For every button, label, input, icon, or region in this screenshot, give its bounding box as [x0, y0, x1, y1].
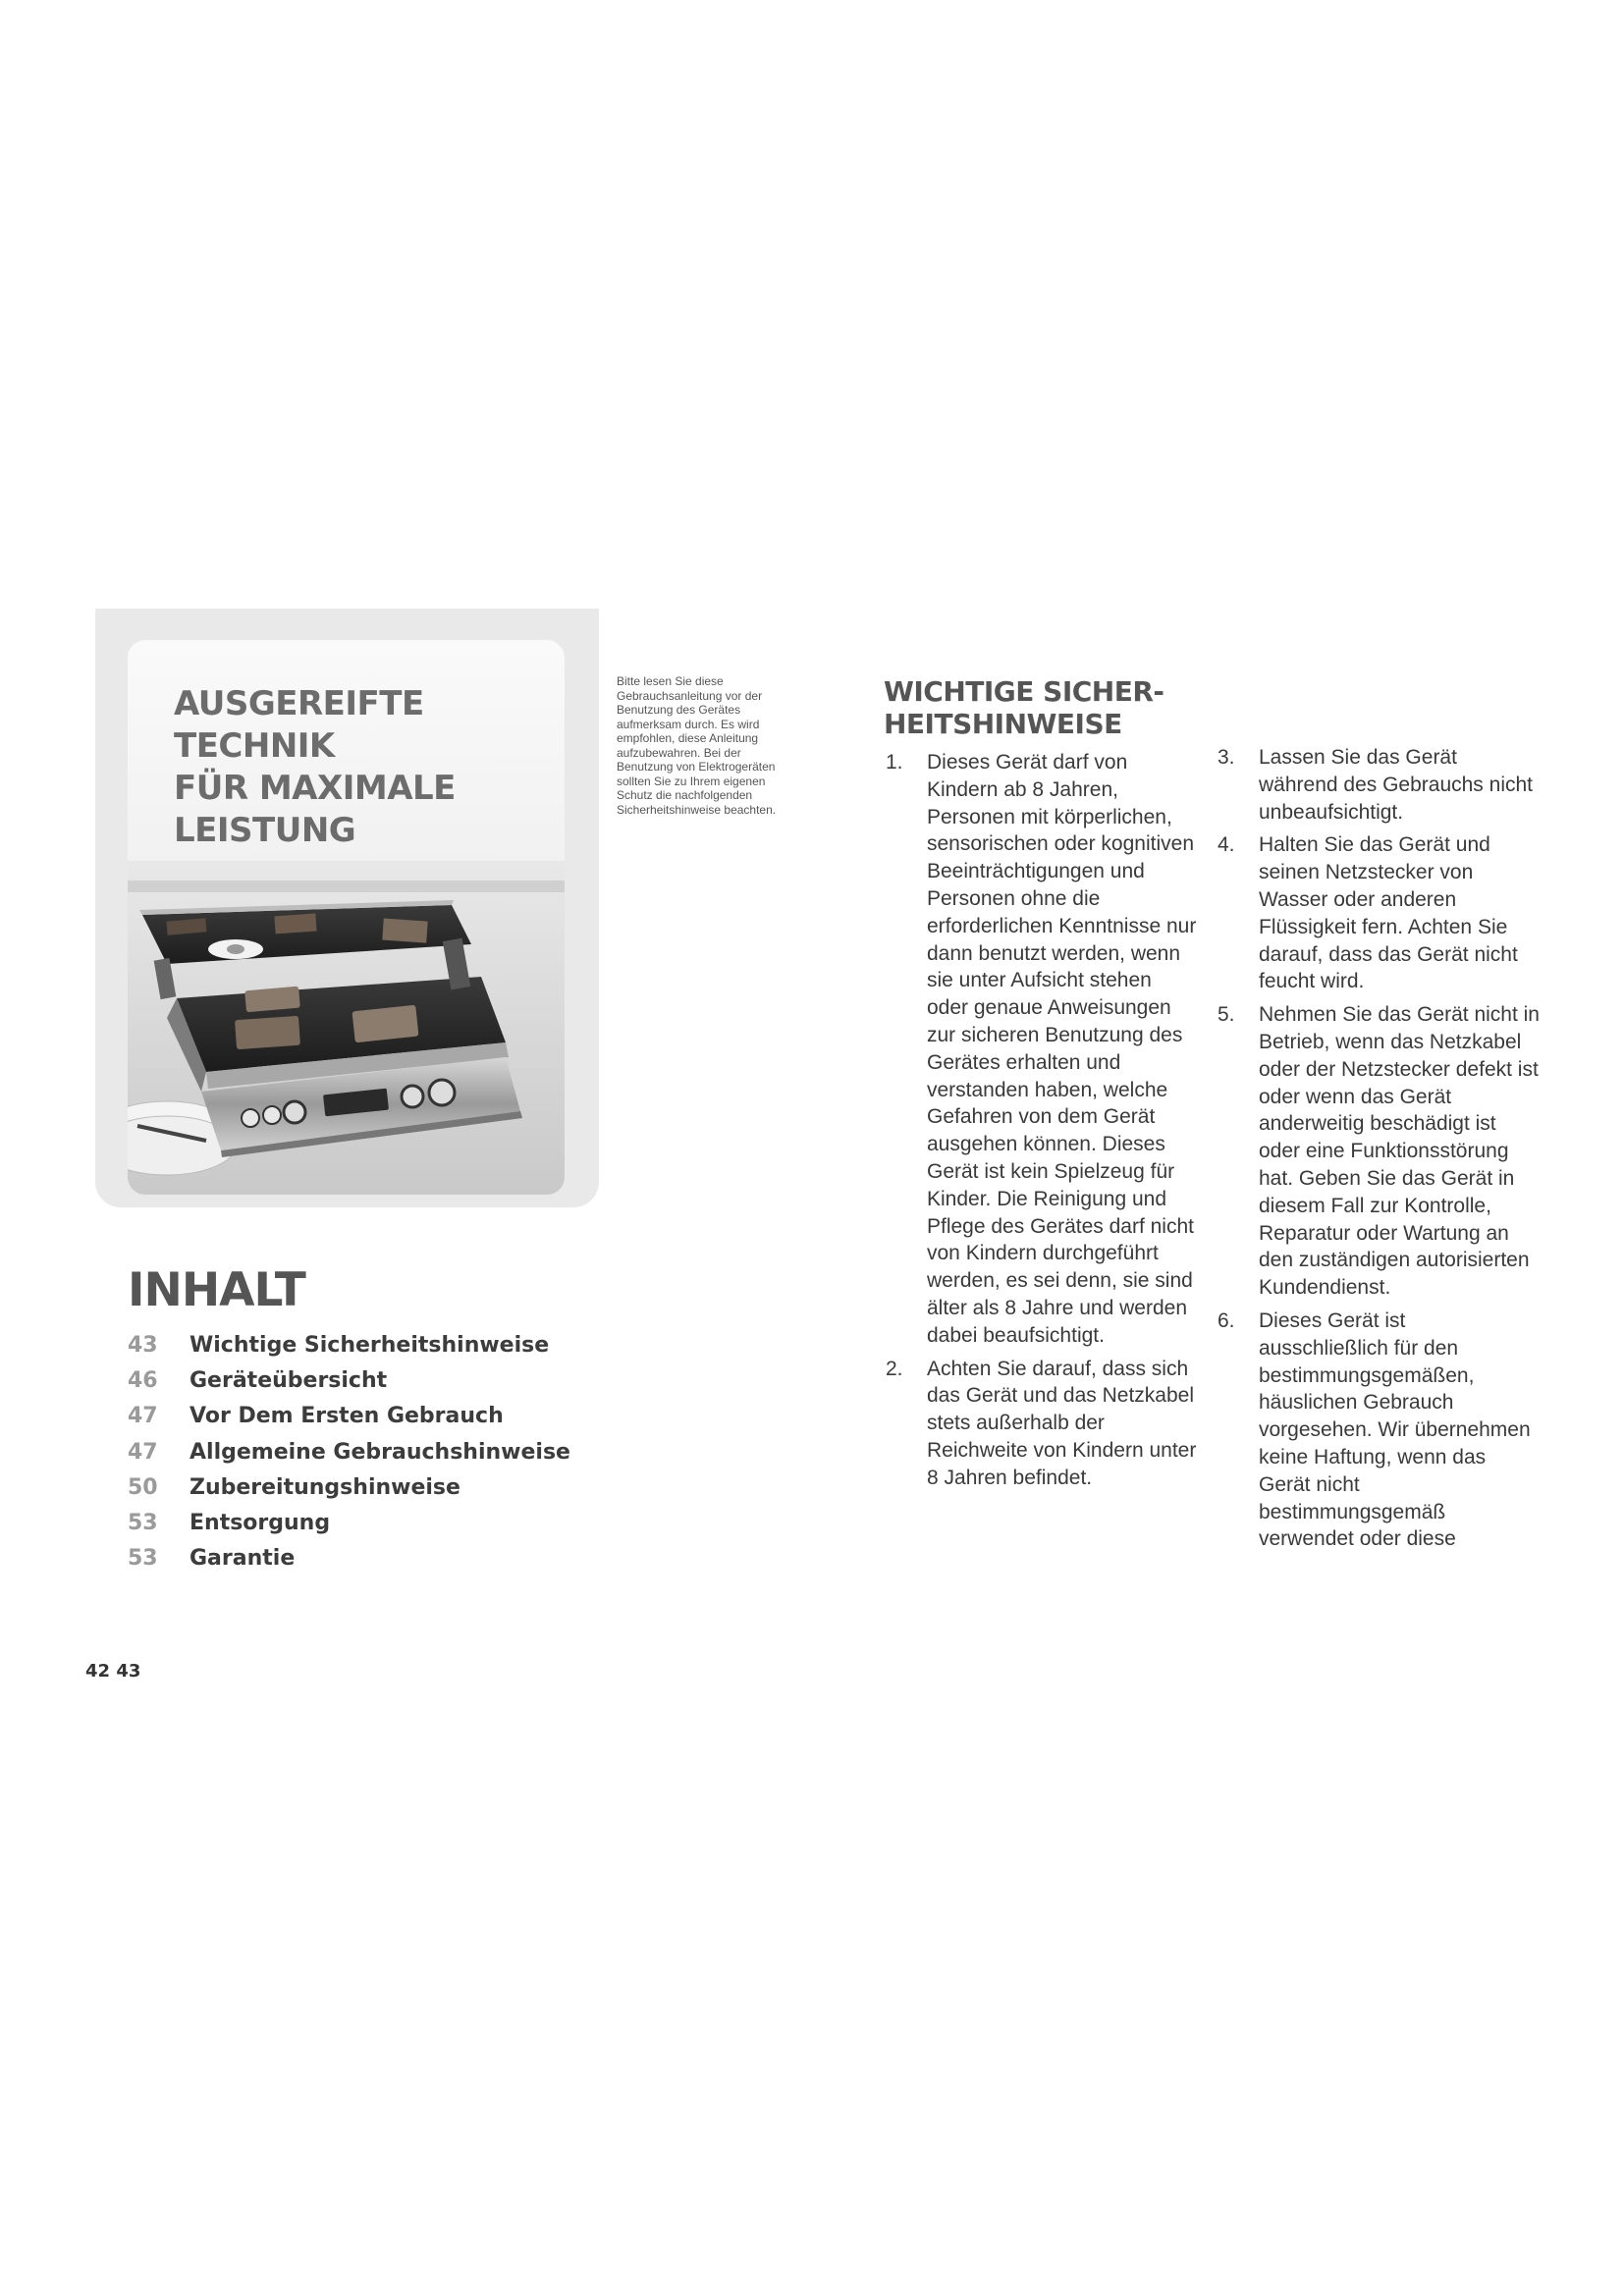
page-numbers: 42 43	[85, 1661, 141, 1682]
safety-column-right	[1216, 744, 1540, 1559]
safety-heading-line: WICHTIGE SICHER-	[884, 675, 1164, 708]
safety-item	[884, 1356, 1198, 1492]
safety-item-text: Dieses Gerät darf von Kindern ab 8 Jahren, Personen mit körperlichen, sensorischen oder kognitiven Beeinträchtigungen und Personen ohne die erforderlichen Kenntnisse nur dann benutzt werden, wenn sie unter Aufsicht stehen oder genaue Anweisungen zur sicheren Benutzung des Gerätes erhalten und verstanden haben, welche Gefahren von dem Gerät ausgehen können. Dieses Gerät ist kein Spielzeug für Kinder. Die Reinigung und Pflege des Gerätes darf nicht von Kindern durchgeführt werden, es sei denn, sie sind älter als 8 Jahre und werden dabei beaufsichtigt.	[927, 751, 1197, 1347]
toc-page-number: 47	[128, 1439, 158, 1465]
toc-page-number: 53	[128, 1546, 158, 1572]
safety-item-text: Achten Sie darauf, dass sich das Gerät und das Netzkabel stets außerhalb der Reichweite von Kindern unter 8 Jahren befindet.	[927, 1357, 1197, 1489]
toc-entry-label: Garantie	[189, 1546, 296, 1572]
safety-heading	[884, 675, 1178, 740]
safety-item-number: 3.	[1218, 746, 1235, 769]
hero-title-line: LEISTUNG	[174, 811, 356, 850]
safety-item	[1216, 831, 1540, 995]
safety-item-text: Halten Sie das Gerät und seinen Netzstecker von Wasser oder anderen Flüssigkeit fern. Achten Sie darauf, dass das Gerät nicht feucht wird.	[1259, 833, 1518, 993]
hero-title-line: AUSGEREIFTE TECHNIK	[174, 684, 424, 766]
safety-item	[1216, 1308, 1540, 1553]
toc-entry-label: Entsorgung	[189, 1511, 331, 1536]
safety-item-number: 2.	[886, 1357, 903, 1380]
toc-entry-label: Vor Dem Ersten Gebrauch	[189, 1404, 504, 1429]
safety-item	[884, 749, 1198, 1350]
toc-page-number: 46	[128, 1367, 158, 1393]
toc-entry[interactable]	[128, 1505, 619, 1540]
safety-item	[1216, 744, 1540, 826]
toc-entry[interactable]	[128, 1362, 619, 1398]
safety-item-number: 4.	[1218, 833, 1235, 857]
toc-page-number: 53	[128, 1511, 158, 1536]
toc-list	[128, 1327, 619, 1576]
hero-title-line: FÜR MAXIMALE	[174, 769, 456, 808]
hero-card	[128, 640, 565, 1195]
safety-item-text: Dieses Gerät ist ausschließlich für den bestimmungsgemäßen, häuslichen Gebrauch vorgesehen. Wir übernehmen keine Haftung, wenn das Gerät nicht bestimmungsgemäß verwendet oder diese	[1259, 1308, 1531, 1551]
safety-item-number: 6.	[1218, 1308, 1235, 1332]
safety-item-text: Lassen Sie das Gerät während des Gebrauchs nicht unbeaufsichtigt.	[1259, 746, 1533, 824]
toc-entry[interactable]	[128, 1399, 619, 1434]
safety-heading-line: HEITSHINWEISE	[884, 708, 1122, 740]
toc-entry[interactable]	[128, 1469, 619, 1505]
toc-page-number: 47	[128, 1404, 158, 1429]
toc-page-number: 43	[128, 1332, 158, 1358]
safety-item	[1216, 1001, 1540, 1302]
safety-item-text: Nehmen Sie das Gerät nicht in Betrieb, wenn das Netzkabel oder der Netzstecker defekt ist oder wenn das Gerät anderweitig beschädigt ist oder eine Funktionsstörung hat. Geben Sie das Gerät in diesem Fall zur Kontrolle, Reparatur oder Wartung an den zuständigen autorisierten Kundendienst.	[1259, 1003, 1540, 1300]
hero-title	[174, 683, 565, 852]
toc-entry-label: Geräteübersicht	[189, 1367, 388, 1393]
toc-entry[interactable]	[128, 1541, 619, 1576]
toc-entry-label: Zubereitungshinweise	[189, 1474, 460, 1500]
grill-photo	[128, 861, 565, 1195]
toc-entry-label: Allgemeine Gebrauchshinweise	[189, 1439, 570, 1465]
hero-panel	[95, 609, 599, 1207]
safety-column-left	[884, 749, 1198, 1498]
safety-item-number: 1.	[886, 751, 903, 774]
toc-entry[interactable]	[128, 1327, 619, 1362]
toc-page-number: 50	[128, 1474, 158, 1500]
toc-entry[interactable]	[128, 1434, 619, 1469]
toc-entry-label: Wichtige Sicherheitshinweise	[189, 1332, 550, 1358]
safety-item-number: 5.	[1218, 1003, 1235, 1027]
intro-text: Bitte lesen Sie diese Gebrauchsanleitung vor der Benutzung des Gerätes aufmerksam durch. Es wird empfohlen, diese Anleitung aufzubewahren. Bei der Benutzung von Elektrogeräten sollten Sie zu Ihrem eigenen Schutz die nachfolgenden Sicherheitshinweise beachten.	[617, 674, 777, 817]
toc-title: INHALT	[128, 1263, 305, 1317]
